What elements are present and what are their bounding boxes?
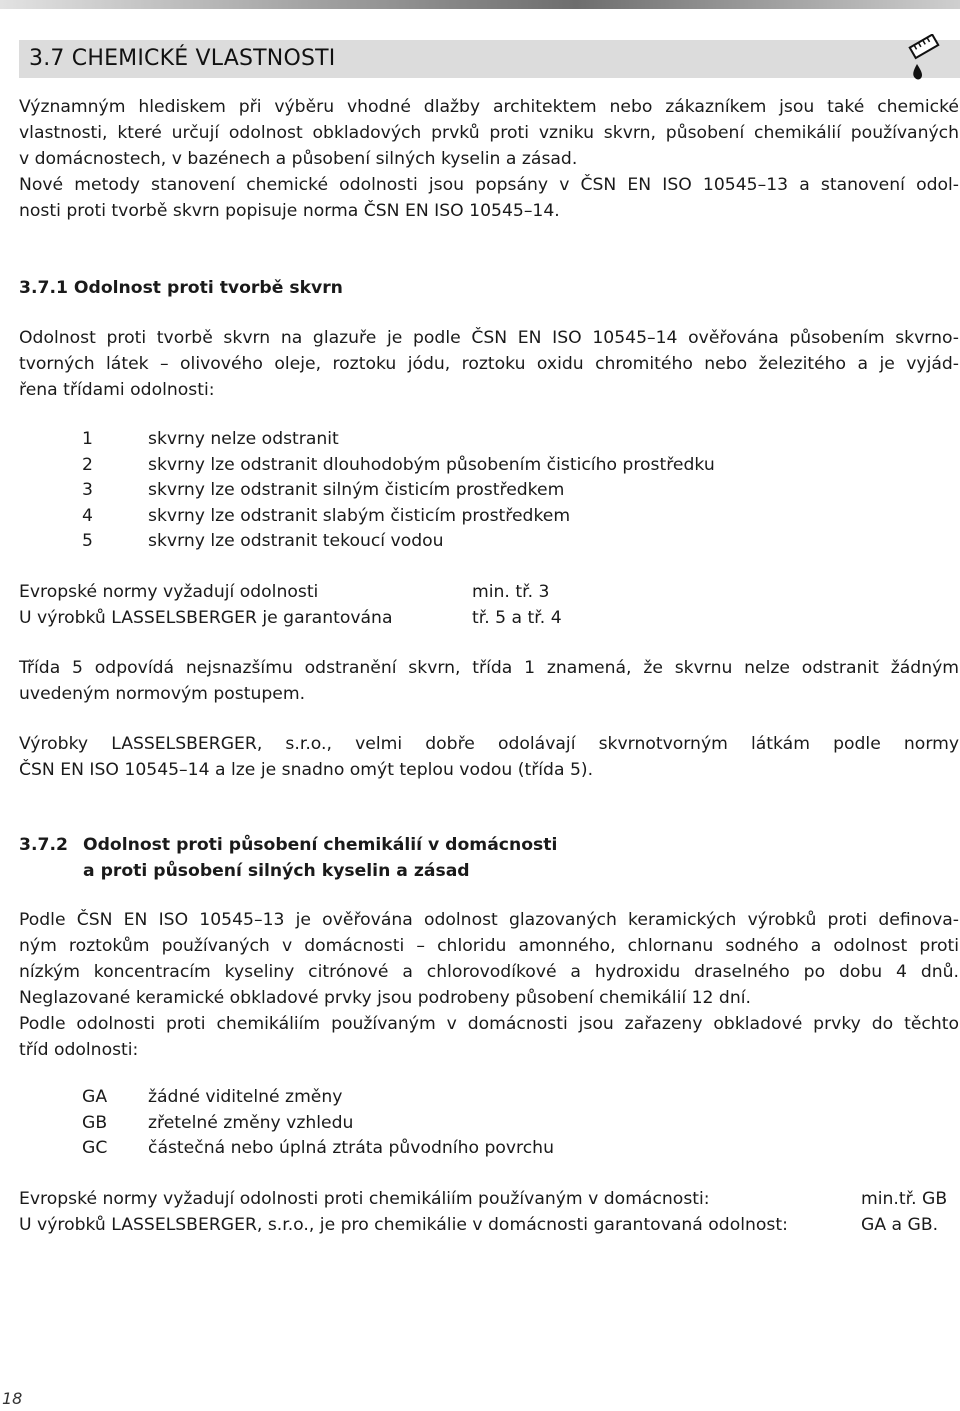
text-line: Výrobky LASSELSBERGER, s.r.o., velmi dobře odolávají skvrnotvorným látkám podle normy [19, 734, 959, 754]
table-row [19, 579, 562, 605]
class-key: GC [82, 1138, 108, 1159]
subsection-title: Odolnost proti působení chemikálií v domácnosti [83, 835, 558, 855]
requirement-label: Evropské normy vyžadují odolnosti proti chemikáliím používaným v domácnosti: [19, 1189, 710, 1209]
subsection-heading-3-7-1 [19, 275, 343, 301]
text-line: řena třídami odolnosti: [19, 380, 215, 400]
text-line: ČSN EN ISO 10545–14 a lze je snadno omýt teplou vodou (třída 5). [19, 760, 594, 780]
subsection-title: Odolnost proti tvorbě skvrn [73, 278, 343, 298]
text-line: nosti proti tvorbě skvrn popisuje norma ČSN EN ISO 10545–14. [19, 201, 560, 221]
class-key: 1 [82, 429, 93, 449]
class-text: částečná nebo úplná ztráta původního povrchu [148, 1138, 554, 1159]
text-line: Třída 5 odpovídá nejsnazšímu odstranění skvrn, třída 1 znamená, že skvrnu nelze odstranit žádným [19, 658, 959, 678]
subsection-number: 3.7.2 [19, 835, 68, 855]
stain-requirements-table [19, 579, 562, 631]
requirement-label: U výrobků LASSELSBERGER, s.r.o., je pro chemikálie v domácnosti garantovaná odolnost: [19, 1215, 788, 1235]
text-line: Odolnost proti tvorbě skvrn na glazuře je podle ČSN EN ISO 10545–14 ověřována působením skvrno- [19, 328, 959, 348]
class-key: GB [82, 1112, 108, 1133]
stain-resistance-paragraph [19, 325, 959, 403]
requirement-value: min. tř. 3 [472, 582, 550, 602]
class-key: 4 [82, 505, 93, 526]
list-item [82, 1136, 554, 1162]
subsection-title-continued: a proti působení silných kyselin a zásad [83, 861, 470, 881]
text-line: Nové metody stanovení chemické odolnosti jsou popsány v ČSN EN ISO 10545–13 a stanovení odol- [19, 175, 959, 195]
requirement-value: GA a GB. [861, 1215, 939, 1235]
conclusion-paragraph [19, 731, 959, 783]
requirement-value: tř. 5 a tř. 4 [472, 608, 562, 628]
list-item [82, 453, 715, 479]
table-row [19, 1212, 947, 1238]
table-row [19, 1186, 947, 1212]
class-text: zřetelné změny vzhledu [148, 1112, 354, 1133]
stain-class-list [82, 427, 715, 555]
text-line: Neglazované keramické obkladové prvky jsou podrobeny působení chemikálií 12 dní. [19, 988, 751, 1008]
list-item [82, 1085, 554, 1111]
class-text: skvrny lze odstranit slabým čisticím prostředkem [148, 505, 571, 526]
text-line: ným roztokům používaných v domácnosti – chloridu amonného, chlornanu sodného a odolnost proti [19, 936, 959, 956]
section-title: 3.7 CHEMICKÉ VLASTNOSTI [29, 46, 336, 71]
tile-and-drop-icon [908, 34, 942, 86]
class-key: 3 [82, 480, 93, 501]
text-line: vlastnosti, které určují odolnost obkladových prvků proti vzniku skvrn, působení chemikálií používaných [19, 123, 959, 143]
list-item [82, 529, 715, 555]
list-item [82, 427, 715, 453]
top-decorative-rule [0, 0, 960, 9]
requirement-label: Evropské normy vyžadují odolnosti [19, 582, 319, 602]
text-line: Podle ČSN EN ISO 10545–13 je ověřována odolnost glazovaných keramických výrobků proti definova- [19, 910, 959, 930]
section-header-bar [19, 40, 960, 78]
list-item [82, 1111, 554, 1137]
text-line: v domácnostech, v bazénech a působení silných kyselin a zásad. [19, 149, 578, 169]
chemical-class-list [82, 1085, 554, 1162]
class-text: skvrny lze odstranit silným čisticím prostředkem [148, 480, 565, 501]
class-text: žádné viditelné změny [148, 1087, 343, 1107]
text-line: tvorných látek – olivového oleje, roztoku jódu, roztoku oxidu chromitého nebo železitého a je vyjád- [19, 354, 959, 374]
chemical-resistance-paragraph [19, 907, 959, 1063]
text-line: nízkým koncentracím kyseliny citrónové a chlorovodíkové a hydroxidu draselného po dobu 4 dnů. [19, 962, 959, 982]
class-note-paragraph [19, 655, 959, 707]
class-key: 2 [82, 454, 93, 475]
list-item [82, 478, 715, 504]
subsection-heading-3-7-2 [19, 832, 557, 884]
subsection-number: 3.7.1 [19, 278, 68, 298]
text-line: uvedeným normovým postupem. [19, 684, 306, 704]
class-text: skvrny lze odstranit dlouhodobým působením čisticího prostředku [148, 454, 715, 475]
text-line: Podle odolnosti proti chemikáliím používaným v domácnosti jsou zařazeny obkladové prvky do těchto [19, 1014, 959, 1034]
class-key: 5 [82, 531, 93, 552]
text-line: tříd odolnosti: [19, 1040, 139, 1060]
class-text: skvrny nelze odstranit [148, 429, 339, 449]
list-item [82, 504, 715, 530]
table-row [19, 605, 562, 631]
chemical-requirements-table [19, 1186, 947, 1238]
page-number: 18 [2, 1389, 23, 1408]
text-line: Významným hlediskem při výběru vhodné dlažby architektem nebo zákazníkem jsou také chemické [19, 97, 959, 117]
intro-paragraph [19, 94, 959, 224]
requirement-value: min.tř. GB [861, 1189, 948, 1209]
class-text: skvrny lze odstranit tekoucí vodou [148, 531, 444, 552]
class-key: GA [82, 1087, 108, 1107]
requirement-label: U výrobků LASSELSBERGER je garantována [19, 608, 393, 628]
